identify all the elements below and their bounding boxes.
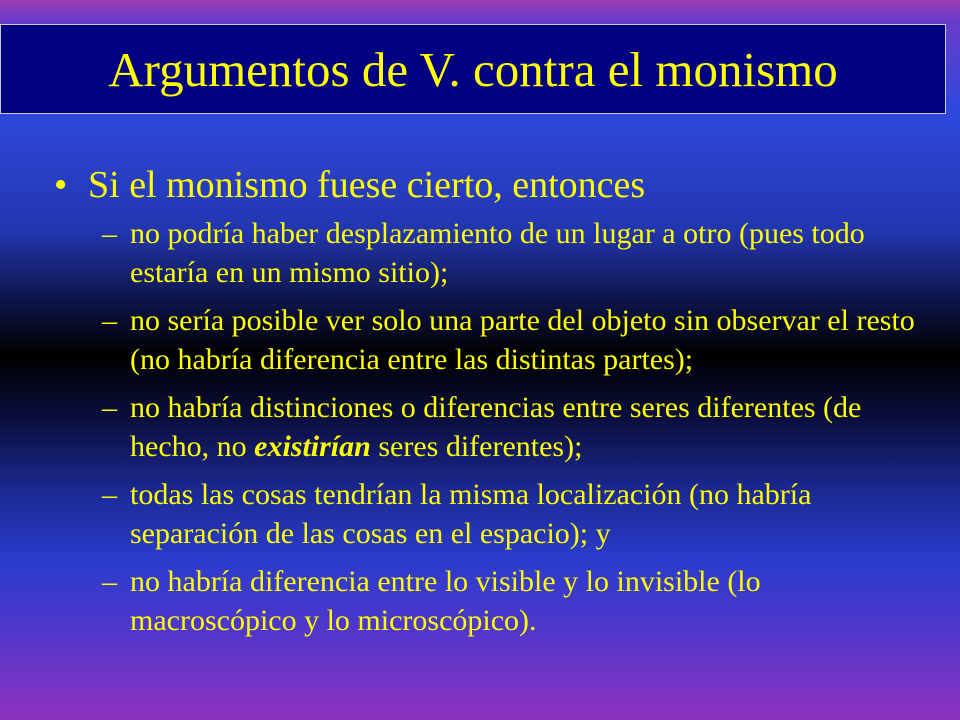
main-bullet: [54, 162, 924, 208]
bullet-marker: •: [54, 164, 68, 206]
sub-bullet-text: [130, 388, 924, 466]
sub-bullet: [102, 562, 924, 640]
dash-marker: –: [102, 478, 117, 511]
sub-bullet-text: no podría haber desplazamiento de un lugar a otro (pues todo estaría en un mismo sitio);: [130, 217, 865, 289]
sub-bullet-text-start: no habría distinciones o diferencias entre seres diferentes (de hecho, no: [130, 391, 862, 463]
sub-bullet: [102, 475, 924, 553]
slide-content: [54, 162, 924, 649]
slide-title: Argumentos de V. contra el monismo: [108, 41, 838, 97]
dash-marker: –: [102, 217, 117, 250]
dash-marker: –: [102, 391, 117, 424]
sub-bullet: [102, 301, 924, 379]
sub-bullet-text: no habría diferencia entre lo visible y lo invisible (lo macroscópico y lo microscópico).: [130, 565, 761, 637]
dash-marker: –: [102, 565, 117, 598]
sub-bullet-list: [102, 214, 924, 640]
sub-bullet-text: no sería posible ver solo una parte del objeto sin observar el resto (no habría diferencia entre las distintas partes);: [130, 304, 915, 376]
sub-bullet-text: todas las cosas tendrían la misma localización (no habría separación de las cosas en el espacio); y: [130, 478, 812, 550]
main-bullet-text: Si el monismo fuese cierto, entonces: [88, 164, 646, 206]
emphasized-word: existirían: [254, 430, 371, 463]
title-bar: [0, 24, 946, 114]
dash-marker: –: [102, 304, 117, 337]
sub-bullet-text-end: seres diferentes);: [370, 430, 583, 463]
sub-bullet: [102, 388, 924, 466]
sub-bullet: [102, 214, 924, 292]
